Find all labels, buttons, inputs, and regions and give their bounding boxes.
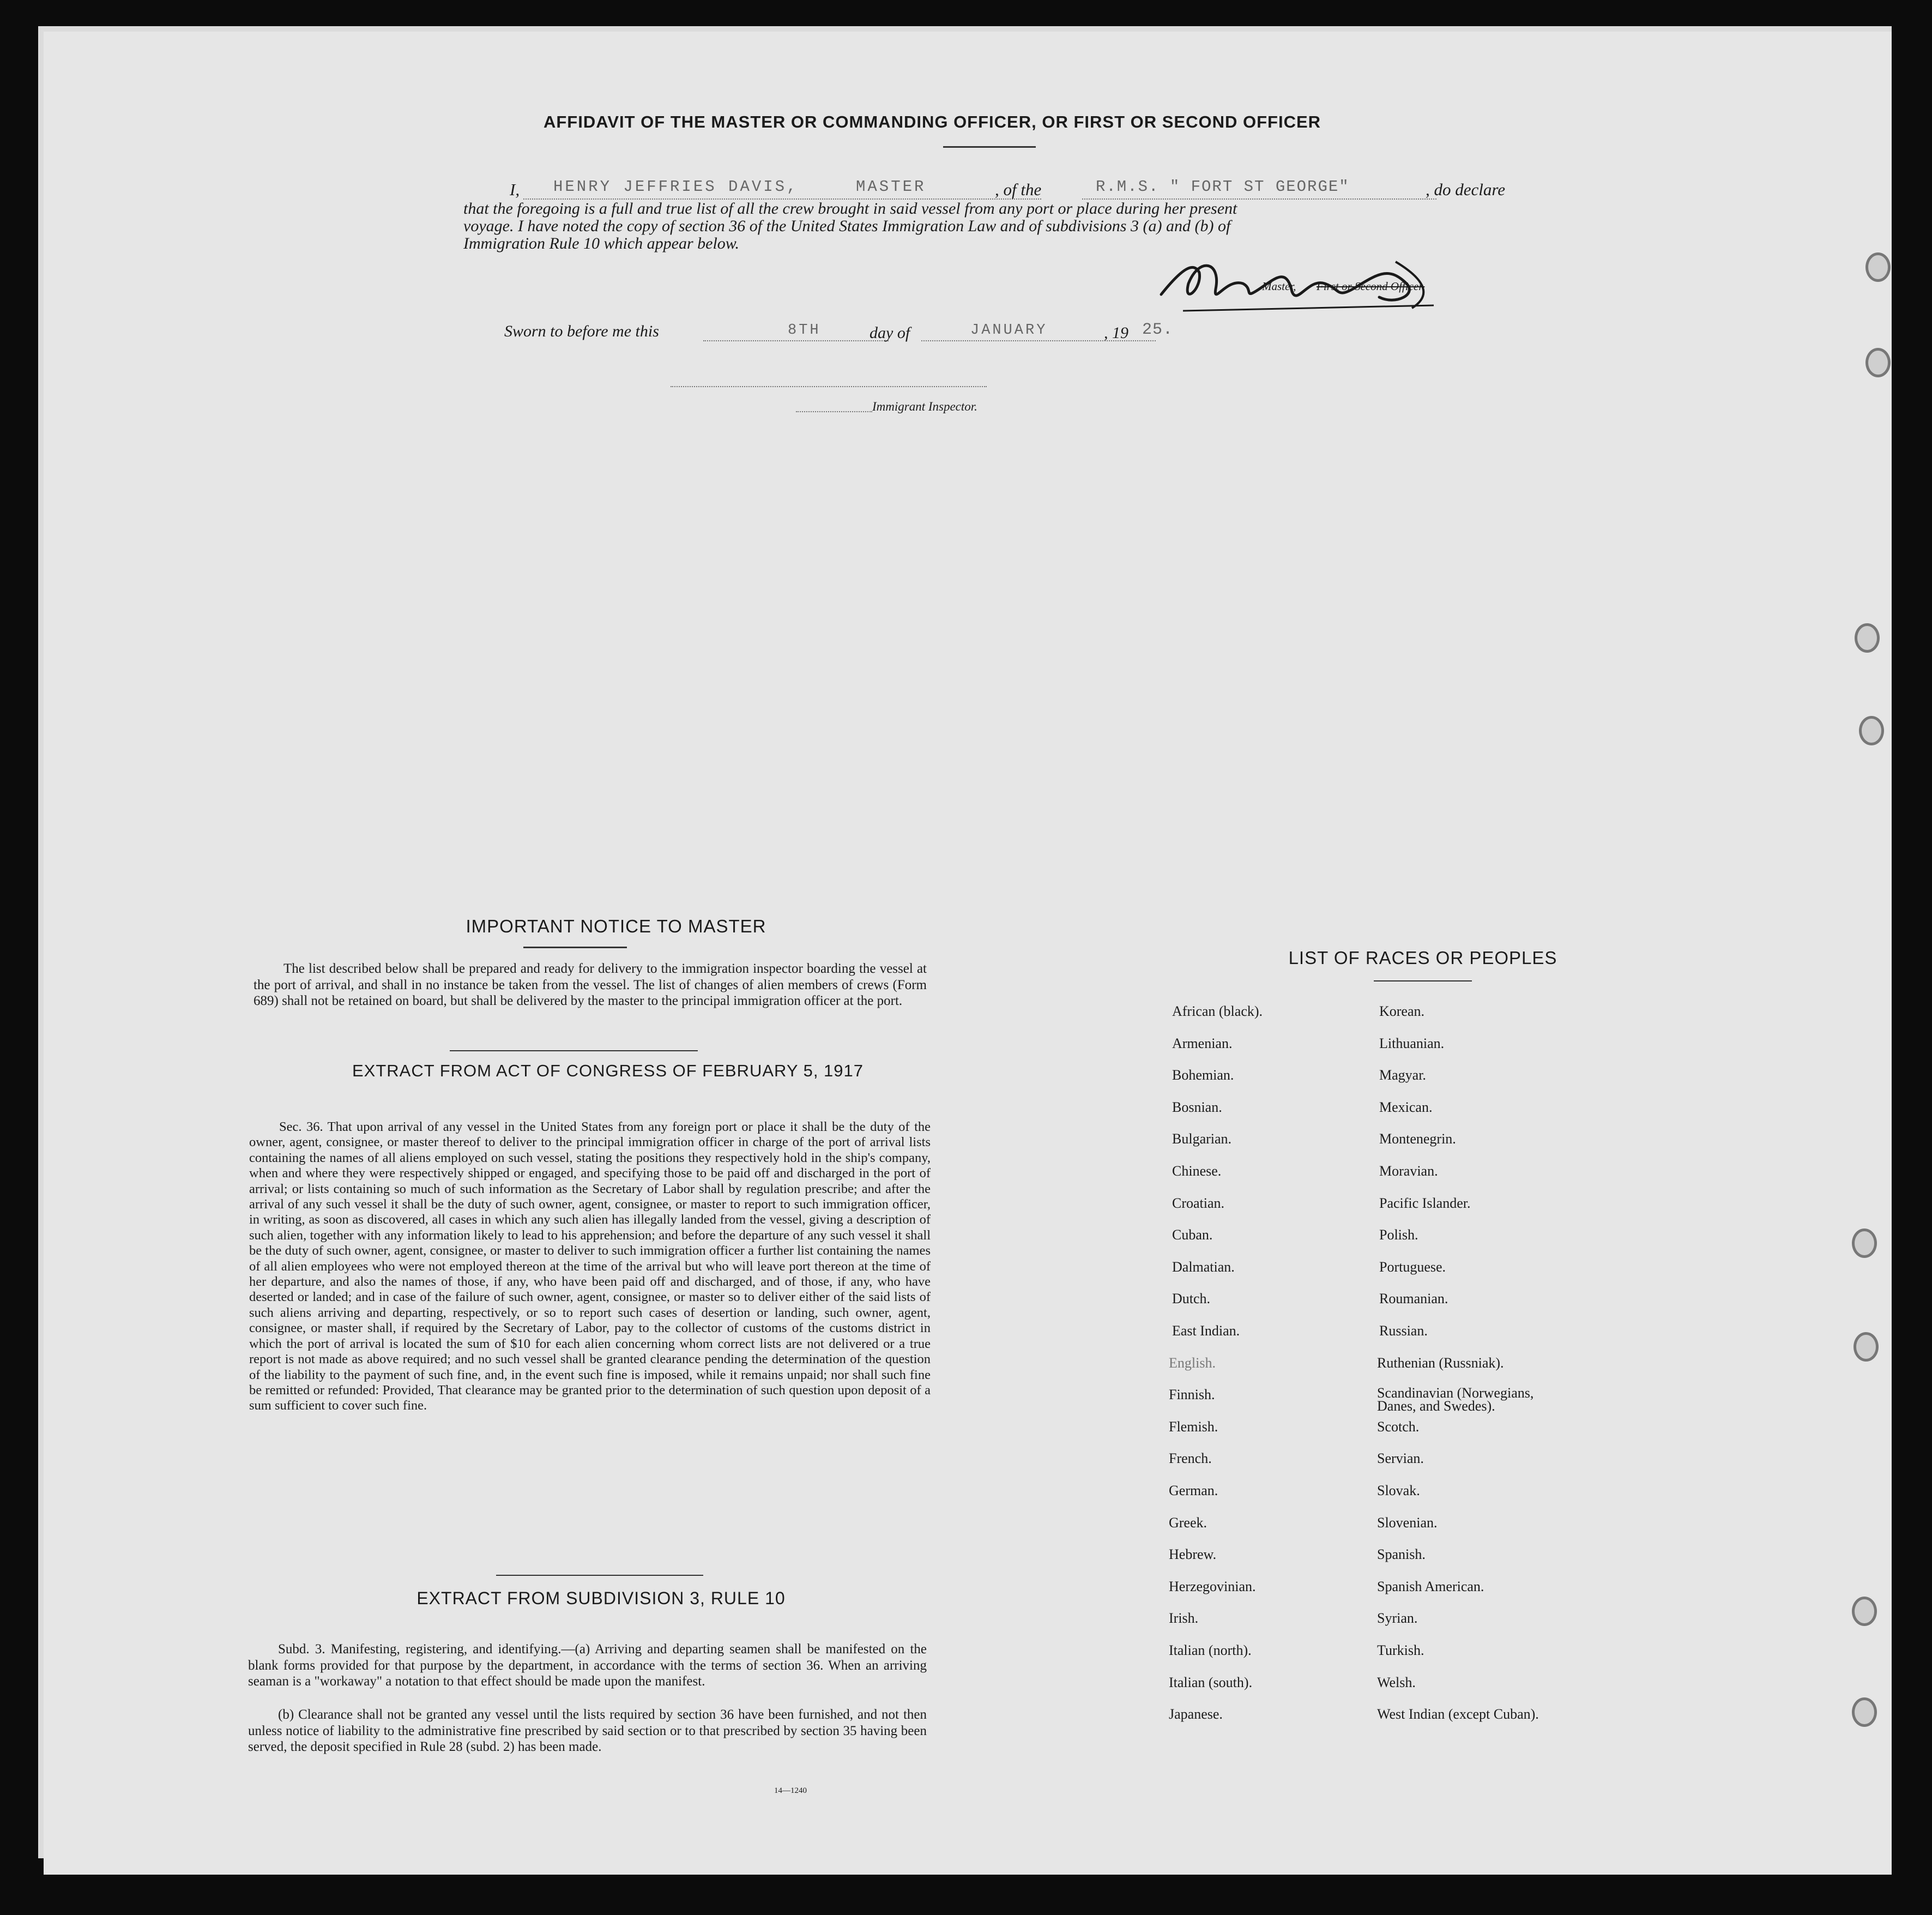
race-item-left: Croatian. — [1172, 1195, 1225, 1211]
inspector-caption: Immigrant Inspector. — [872, 400, 977, 413]
race-item-right: Pacific Islander. — [1379, 1195, 1471, 1211]
notice-title: IMPORTANT NOTICE TO MASTER — [466, 916, 766, 936]
affidavit-declarant-I: I, — [510, 180, 520, 199]
race-item-left: French. — [1169, 1450, 1212, 1467]
race-item-right: Polish. — [1379, 1227, 1418, 1243]
declaration-line-4: Immigration Rule 10 which appear below. — [463, 234, 740, 252]
manifest-page — [44, 32, 1892, 1875]
race-item-right: Portuguese. — [1379, 1258, 1446, 1275]
race-item-left: African (black). — [1172, 1003, 1263, 1019]
race-item-left: Hebrew. — [1169, 1546, 1217, 1563]
race-item-right: Mexican. — [1379, 1099, 1433, 1115]
binder-hole — [1852, 1597, 1877, 1626]
signature-caption-master: Master, — [1262, 280, 1296, 293]
race-item-left: Finnish. — [1169, 1387, 1215, 1403]
race-item-right: Spanish. — [1377, 1546, 1426, 1563]
race-item-left: Cuban. — [1172, 1227, 1213, 1243]
inspector-short-line — [796, 411, 872, 412]
race-item-right: Welsh. — [1377, 1674, 1416, 1690]
year-prefix: , 19 — [1104, 324, 1128, 342]
races-title-rule — [1374, 980, 1472, 981]
race-item-right: Slovak. — [1377, 1483, 1420, 1498]
of-the-text: , of the — [995, 180, 1042, 199]
race-item-left: Bosnian. — [1172, 1099, 1222, 1115]
race-item-right: Scotch. — [1377, 1418, 1420, 1435]
race-item-right: Lithuanian. — [1379, 1035, 1445, 1051]
notice-body: The list described below shall be prepared and ready for delivery to the immigration inspector boarding the vessel at the port of arrival, and shall in no instance be taken from the vessel. The list of changes of alien members of crews (Form 689) shall not be retained on board, but shall be delivered by the master to the principal immigration officer at the port. — [253, 961, 927, 1008]
race-item-left: Japanese. — [1169, 1706, 1223, 1723]
binder-hole — [1853, 1332, 1879, 1362]
notice-title-rule — [523, 947, 627, 948]
extract-rule-title: EXTRACT FROM SUBDIVISION 3, RULE 10 — [416, 1588, 786, 1608]
sworn-day: 8TH — [788, 322, 821, 339]
race-item-left: Italian (north). — [1169, 1642, 1252, 1658]
signature-caption-struck: First or Second Officer. — [1317, 280, 1425, 293]
race-item-right: Moravian. — [1379, 1163, 1438, 1179]
race-item-left: Flemish. — [1169, 1418, 1218, 1435]
master-rank: MASTER — [856, 178, 926, 196]
race-item-left: East Indian. — [1172, 1323, 1240, 1339]
race-item-right: Servian. — [1377, 1450, 1424, 1467]
inspector-signature-line — [671, 386, 987, 387]
declaration-line-2: that the foregoing is a full and true list of all the crew brought in said vessel from any port or place during her present — [463, 200, 1237, 218]
binder-hole — [1865, 348, 1891, 377]
race-item-right: Ruthenian (Russniak). — [1377, 1354, 1504, 1371]
binder-hole — [1852, 1229, 1877, 1258]
race-item-left: Dutch. — [1172, 1291, 1211, 1307]
race-item-left: German. — [1169, 1483, 1218, 1498]
year-suffix: 25. — [1142, 321, 1174, 339]
do-declare-text: , do declare — [1426, 180, 1506, 199]
title-rule — [943, 146, 1036, 148]
notice-end-rule — [450, 1050, 698, 1051]
binder-hole — [1852, 1697, 1877, 1727]
race-item-left: Bulgarian. — [1172, 1131, 1232, 1147]
binder-hole — [1855, 623, 1880, 653]
race-item-right: Spanish American. — [1377, 1578, 1484, 1594]
extract-rule-para-b: (b) Clearance shall not be granted any vessel until the lists required by section 36 have been furnished, and not then unless notice of liability to the administrative fine prescribed by said section or to that prescribed by section 35 having been served, the deposit specified in Rule 28 (subd. 2) has been made. — [248, 1707, 927, 1754]
race-item-right: Montenegrin. — [1379, 1131, 1456, 1147]
race-item-left: Herzegovinian. — [1169, 1578, 1256, 1594]
race-item-right: Russian. — [1379, 1323, 1428, 1339]
form-number: 14—1240 — [774, 1786, 807, 1795]
day-of-text: day of — [870, 324, 910, 342]
sworn-month: JANUARY — [970, 322, 1048, 339]
declaration-line-3: voyage. I have noted the copy of section 36 of the United States Immigration Law and of subdivisions 3 (a) and (b) of — [463, 217, 1231, 235]
race-item-right: Turkish. — [1377, 1642, 1424, 1658]
race-item-left: Greek. — [1169, 1514, 1208, 1531]
race-item-left: Dalmatian. — [1172, 1258, 1235, 1275]
race-item-right: Scandinavian (Norwegians, Danes, and Swedes). — [1377, 1385, 1534, 1414]
vessel-name: R.M.S. " FORT ST GEORGE" — [1096, 178, 1350, 196]
extract-act-body: Sec. 36. That upon arrival of any vessel in the United States from any foreign port or place it shall be the duty of the owner, agent, consignee, or master thereof to deliver to the principal immigration officer in charge of the port of arrival lists containing the names of all aliens employed on such vessel, stating the positions they respectively hold in the ship's company, when and where they were respectively shipped or engaged, and specifying those to be paid off and discharged in the port of arrival; or lists containing so much of such information as the Secretary of Labor shall by regulation prescribe; and after the arrival of any such vessel it shall be the duty of such owner, agent, consignee, or master to report to such immigration officer, in writing, as soon as discovered, all cases in which any such alien has illegally landed from the vessel, giving a description of such alien, together with any information likely to lead to his apprehension; and before the departure of any such vessel it shall be the duty of such owner, agent, consignee, or master to deliver to such immigration officer a further list containing the names of all alien employees who were not employed thereon at the time of the arrival but who will leave port thereon at the time of her departure, and also the names of those, if any, who have been paid off and discharged, and of those, if any, who have deserted or landed; and in case of the failure of such owner, agent, consignee, or master so to deliver either of the said lists of such aliens arriving and departing, respectively, or so to report such cases of desertion or landing, such owner, agent, consignee, or master shall, if required by the Secretary of Labor, pay to the collector of customs of the customs district in which the port of arrival is located the sum of $10 for each alien concerning whom correct lists are not delivered or a true report is not made as above required; and no such vessel shall be granted clearance pending the determination of the question of the liability to the payment of such fine, and, in the event such fine is imposed, while it remains unpaid; nor shall such fine be remitted or refunded: Provided, That clearance may be granted prior to the determination of such question upon deposit of a sum sufficient to cover such fine. — [249, 1119, 931, 1413]
master-name: HENRY JEFFRIES DAVIS, — [553, 178, 799, 196]
binder-hole — [1859, 716, 1884, 745]
race-item-left: English. — [1169, 1354, 1216, 1371]
binder-hole — [1865, 252, 1891, 282]
affidavit-title: AFFIDAVIT OF THE MASTER OR COMMANDING OFFICER, OR FIRST OR SECOND OFFICER — [543, 112, 1321, 131]
sworn-day-line — [703, 340, 889, 341]
extract-act-end-rule — [496, 1575, 703, 1576]
race-item-right: West Indian (except Cuban). — [1377, 1706, 1539, 1723]
race-item-left: Bohemian. — [1172, 1067, 1234, 1083]
extract-rule-para-a: Subd. 3. Manifesting, registering, and identifying.—(a) Arriving and departing seamen shall be manifested on the blank forms provided for that purpose by the department, in accordance with the terms of section 36. When an arriving seaman is a "workaway" a notation to that effect should be made upon the manifest. — [248, 1642, 927, 1689]
race-item-right: Roumanian. — [1379, 1291, 1448, 1307]
race-item-right: Slovenian. — [1377, 1514, 1438, 1531]
race-item-right: Magyar. — [1379, 1067, 1426, 1083]
sworn-text: Sworn to before me this — [504, 322, 659, 340]
race-item-right: Syrian. — [1377, 1610, 1418, 1627]
race-item-left: Chinese. — [1172, 1163, 1222, 1179]
race-item-left: Armenian. — [1172, 1035, 1233, 1051]
race-item-left: Italian (south). — [1169, 1674, 1253, 1690]
race-item-right: Korean. — [1379, 1003, 1425, 1019]
extract-act-title: EXTRACT FROM ACT OF CONGRESS OF FEBRUARY 5, 1917 — [352, 1061, 864, 1080]
race-item-left: Irish. — [1169, 1610, 1199, 1627]
races-title: LIST OF RACES OR PEOPLES — [1288, 948, 1557, 968]
